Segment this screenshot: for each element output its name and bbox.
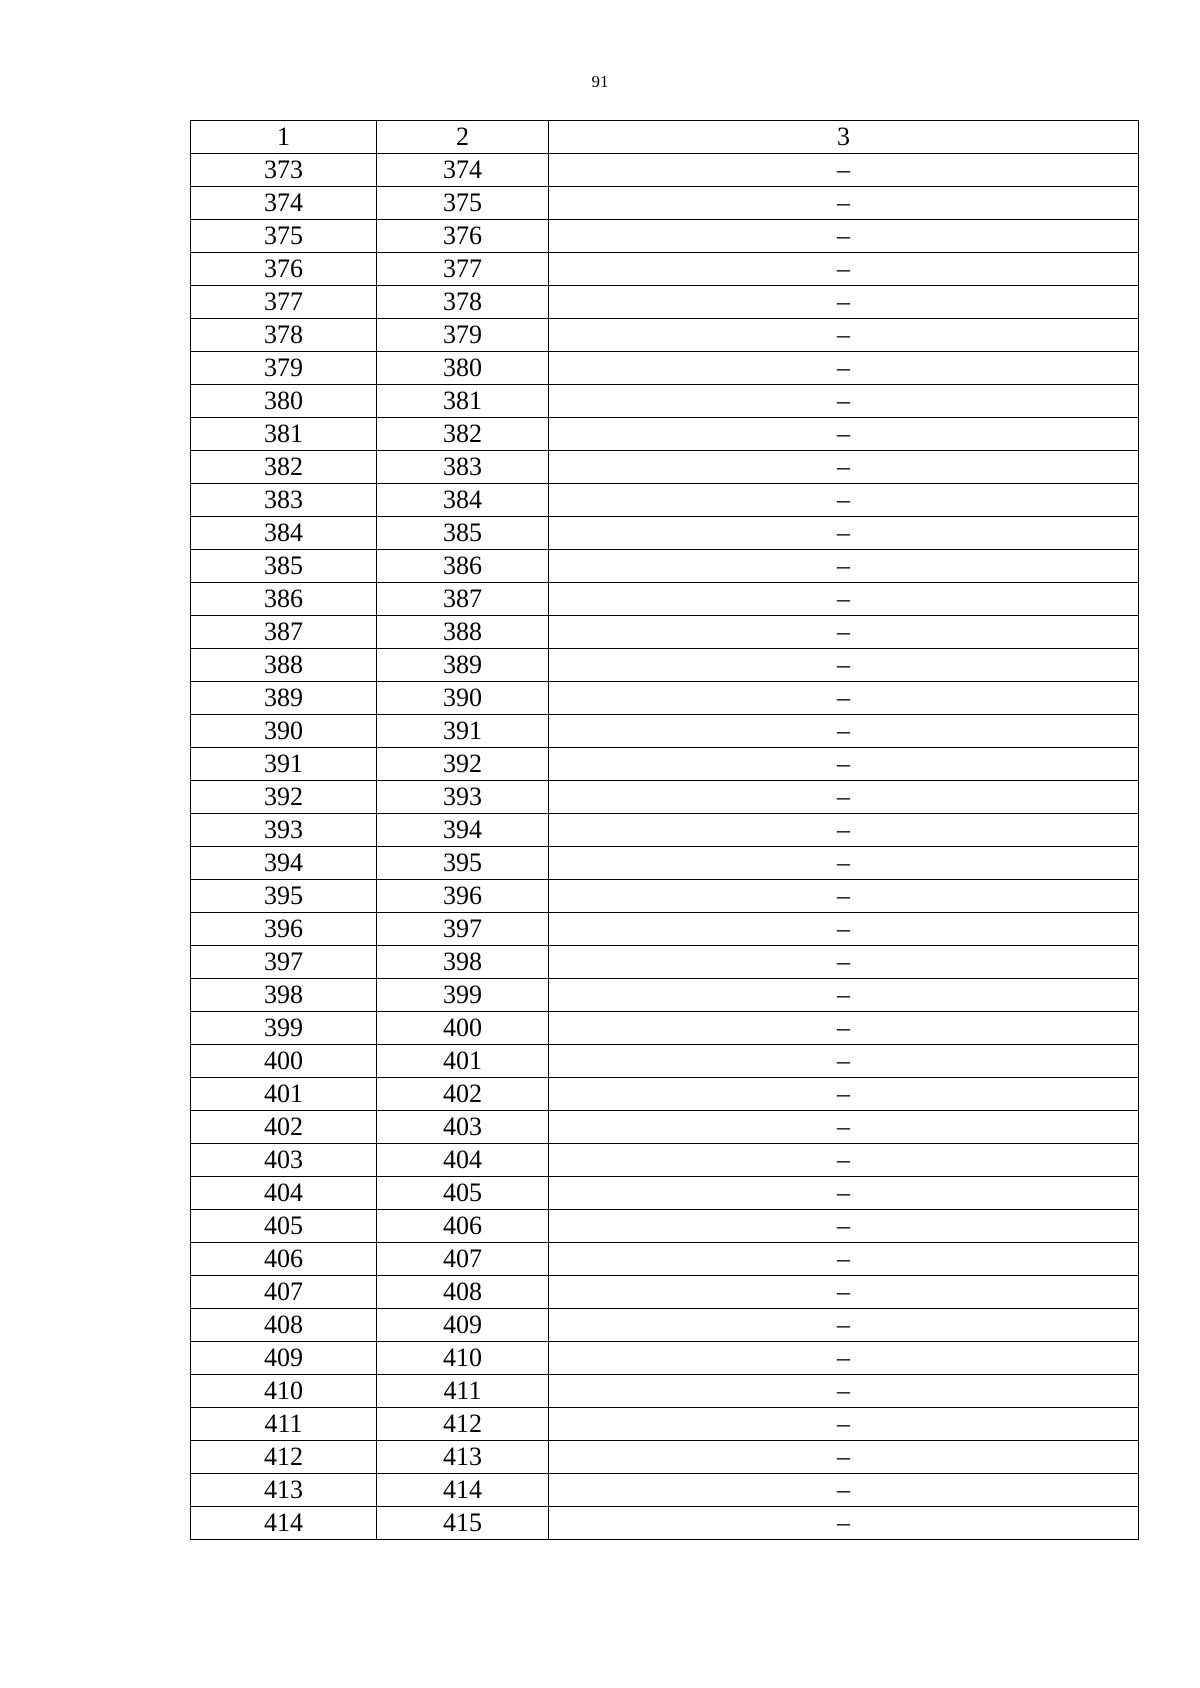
table-cell: – bbox=[549, 979, 1139, 1012]
table-row bbox=[191, 154, 1139, 187]
table-cell: 392 bbox=[377, 748, 549, 781]
table-cell: – bbox=[549, 616, 1139, 649]
table-cell: 408 bbox=[191, 1309, 377, 1342]
table-cell: – bbox=[549, 319, 1139, 352]
table-cell: 388 bbox=[191, 649, 377, 682]
table-cell: 403 bbox=[191, 1144, 377, 1177]
table-cell: – bbox=[549, 715, 1139, 748]
table-cell: – bbox=[549, 946, 1139, 979]
table-cell: 401 bbox=[191, 1078, 377, 1111]
table-row bbox=[191, 682, 1139, 715]
table-row bbox=[191, 1144, 1139, 1177]
table-cell: 377 bbox=[191, 286, 377, 319]
table-row bbox=[191, 451, 1139, 484]
table-cell: – bbox=[549, 220, 1139, 253]
table-row bbox=[191, 187, 1139, 220]
header-row bbox=[191, 121, 1139, 154]
table-cell: 398 bbox=[377, 946, 549, 979]
table-row bbox=[191, 385, 1139, 418]
table-cell: – bbox=[549, 1210, 1139, 1243]
table-row bbox=[191, 1078, 1139, 1111]
table-cell: – bbox=[549, 847, 1139, 880]
table-row bbox=[191, 649, 1139, 682]
table-row bbox=[191, 1210, 1139, 1243]
table-body bbox=[191, 121, 1139, 1540]
table-cell: – bbox=[549, 1441, 1139, 1474]
table-row bbox=[191, 979, 1139, 1012]
table-cell: 413 bbox=[191, 1474, 377, 1507]
table-cell: 411 bbox=[191, 1408, 377, 1441]
table-row bbox=[191, 1408, 1139, 1441]
table-cell: – bbox=[549, 385, 1139, 418]
table-row bbox=[191, 352, 1139, 385]
table-row bbox=[191, 1309, 1139, 1342]
table-cell: 388 bbox=[377, 616, 549, 649]
table-cell: 411 bbox=[377, 1375, 549, 1408]
table-cell: 383 bbox=[377, 451, 549, 484]
table-row bbox=[191, 220, 1139, 253]
table-row bbox=[191, 418, 1139, 451]
table-cell: 412 bbox=[191, 1441, 377, 1474]
table-cell: 404 bbox=[377, 1144, 549, 1177]
table-cell: 397 bbox=[191, 946, 377, 979]
table-cell: – bbox=[549, 1408, 1139, 1441]
table-cell: 409 bbox=[377, 1309, 549, 1342]
table-cell: – bbox=[549, 418, 1139, 451]
table-cell: 389 bbox=[191, 682, 377, 715]
table-cell: – bbox=[549, 1342, 1139, 1375]
table-cell: 403 bbox=[377, 1111, 549, 1144]
table-cell: – bbox=[549, 286, 1139, 319]
table-cell: – bbox=[549, 1144, 1139, 1177]
table-cell: – bbox=[549, 1309, 1139, 1342]
table-row bbox=[191, 1342, 1139, 1375]
table-cell: 387 bbox=[191, 616, 377, 649]
table-cell: 376 bbox=[191, 253, 377, 286]
table-cell: 385 bbox=[191, 550, 377, 583]
table-cell: – bbox=[549, 484, 1139, 517]
table-cell: 380 bbox=[191, 385, 377, 418]
table-cell: 382 bbox=[377, 418, 549, 451]
table-cell: 405 bbox=[377, 1177, 549, 1210]
table-cell: 406 bbox=[377, 1210, 549, 1243]
table-row bbox=[191, 616, 1139, 649]
table-cell: – bbox=[549, 1111, 1139, 1144]
table-row bbox=[191, 1441, 1139, 1474]
table-cell: – bbox=[549, 748, 1139, 781]
table-cell: 382 bbox=[191, 451, 377, 484]
table-cell: 400 bbox=[191, 1045, 377, 1078]
table-row bbox=[191, 550, 1139, 583]
table-row bbox=[191, 781, 1139, 814]
table-cell: 380 bbox=[377, 352, 549, 385]
table-row bbox=[191, 847, 1139, 880]
table-cell: 404 bbox=[191, 1177, 377, 1210]
table-row bbox=[191, 1243, 1139, 1276]
table-cell: 386 bbox=[191, 583, 377, 616]
table-row bbox=[191, 1012, 1139, 1045]
table-cell: 395 bbox=[191, 880, 377, 913]
table-cell: – bbox=[549, 1243, 1139, 1276]
column-header: 1 bbox=[191, 121, 377, 154]
table-cell: – bbox=[549, 1177, 1139, 1210]
table-cell: 379 bbox=[377, 319, 549, 352]
table-cell: – bbox=[549, 1474, 1139, 1507]
table-cell: 385 bbox=[377, 517, 549, 550]
table-cell: 386 bbox=[377, 550, 549, 583]
table-cell: 414 bbox=[191, 1507, 377, 1540]
table-cell: 394 bbox=[191, 847, 377, 880]
table-cell: – bbox=[549, 583, 1139, 616]
table-cell: 384 bbox=[191, 517, 377, 550]
table-cell: 414 bbox=[377, 1474, 549, 1507]
table-row bbox=[191, 583, 1139, 616]
table-row bbox=[191, 748, 1139, 781]
data-table bbox=[190, 120, 1139, 1540]
table-row bbox=[191, 1177, 1139, 1210]
table-row bbox=[191, 913, 1139, 946]
table-cell: 410 bbox=[191, 1375, 377, 1408]
table-cell: 381 bbox=[191, 418, 377, 451]
table-cell: 377 bbox=[377, 253, 549, 286]
page-number: 91 bbox=[591, 72, 609, 91]
table-cell: – bbox=[549, 880, 1139, 913]
table-row bbox=[191, 1045, 1139, 1078]
table-cell: – bbox=[549, 913, 1139, 946]
table-cell: 397 bbox=[377, 913, 549, 946]
table-cell: – bbox=[549, 1375, 1139, 1408]
table-cell: 390 bbox=[377, 682, 549, 715]
table-cell: 413 bbox=[377, 1441, 549, 1474]
table-cell: 407 bbox=[377, 1243, 549, 1276]
table-row bbox=[191, 814, 1139, 847]
column-header: 3 bbox=[549, 121, 1139, 154]
table-cell: – bbox=[549, 154, 1139, 187]
table-cell: – bbox=[549, 1045, 1139, 1078]
table-cell: – bbox=[549, 451, 1139, 484]
table-cell: 375 bbox=[377, 187, 549, 220]
table-row bbox=[191, 1276, 1139, 1309]
table-cell: – bbox=[549, 1012, 1139, 1045]
table-row bbox=[191, 880, 1139, 913]
table-cell: 409 bbox=[191, 1342, 377, 1375]
table-row bbox=[191, 1111, 1139, 1144]
table-cell: 402 bbox=[377, 1078, 549, 1111]
table-row bbox=[191, 1375, 1139, 1408]
table-cell: 389 bbox=[377, 649, 549, 682]
column-header: 2 bbox=[377, 121, 549, 154]
table-cell: 396 bbox=[377, 880, 549, 913]
table-cell: 415 bbox=[377, 1507, 549, 1540]
table-cell: 402 bbox=[191, 1111, 377, 1144]
table-cell: – bbox=[549, 1276, 1139, 1309]
table-cell: 400 bbox=[377, 1012, 549, 1045]
table-cell: – bbox=[549, 187, 1139, 220]
table-row bbox=[191, 286, 1139, 319]
table-cell: – bbox=[549, 1507, 1139, 1540]
table-cell: – bbox=[549, 814, 1139, 847]
table-cell: 393 bbox=[377, 781, 549, 814]
table-cell: 373 bbox=[191, 154, 377, 187]
table-cell: 399 bbox=[191, 1012, 377, 1045]
table-cell: – bbox=[549, 781, 1139, 814]
table-row bbox=[191, 319, 1139, 352]
table-cell: – bbox=[549, 517, 1139, 550]
table-cell: 395 bbox=[377, 847, 549, 880]
table-cell: 408 bbox=[377, 1276, 549, 1309]
table-cell: 405 bbox=[191, 1210, 377, 1243]
table-cell: 374 bbox=[191, 187, 377, 220]
table-cell: 394 bbox=[377, 814, 549, 847]
table-cell: 378 bbox=[191, 319, 377, 352]
table-row bbox=[191, 253, 1139, 286]
table-cell: – bbox=[549, 253, 1139, 286]
table-cell: – bbox=[549, 550, 1139, 583]
table-row bbox=[191, 946, 1139, 979]
table-cell: – bbox=[549, 649, 1139, 682]
table-cell: 410 bbox=[377, 1342, 549, 1375]
table-cell: 406 bbox=[191, 1243, 377, 1276]
table-cell: 399 bbox=[377, 979, 549, 1012]
table-cell: 375 bbox=[191, 220, 377, 253]
table-cell: 393 bbox=[191, 814, 377, 847]
table-cell: 396 bbox=[191, 913, 377, 946]
table-row bbox=[191, 1507, 1139, 1540]
table-cell: 384 bbox=[377, 484, 549, 517]
table-cell: 381 bbox=[377, 385, 549, 418]
table-cell: 383 bbox=[191, 484, 377, 517]
table-cell: 407 bbox=[191, 1276, 377, 1309]
table-cell: 398 bbox=[191, 979, 377, 1012]
table-cell: 392 bbox=[191, 781, 377, 814]
table-cell: 390 bbox=[191, 715, 377, 748]
table-row bbox=[191, 1474, 1139, 1507]
table-cell: 391 bbox=[191, 748, 377, 781]
table-cell: 387 bbox=[377, 583, 549, 616]
table-cell: 391 bbox=[377, 715, 549, 748]
table-cell: 401 bbox=[377, 1045, 549, 1078]
table-cell: 374 bbox=[377, 154, 549, 187]
table-cell: – bbox=[549, 1078, 1139, 1111]
table-row bbox=[191, 715, 1139, 748]
table-cell: 376 bbox=[377, 220, 549, 253]
table-cell: 378 bbox=[377, 286, 549, 319]
table-cell: 379 bbox=[191, 352, 377, 385]
table-row bbox=[191, 517, 1139, 550]
table-cell: – bbox=[549, 352, 1139, 385]
table-cell: – bbox=[549, 682, 1139, 715]
table-cell: 412 bbox=[377, 1408, 549, 1441]
table-row bbox=[191, 484, 1139, 517]
